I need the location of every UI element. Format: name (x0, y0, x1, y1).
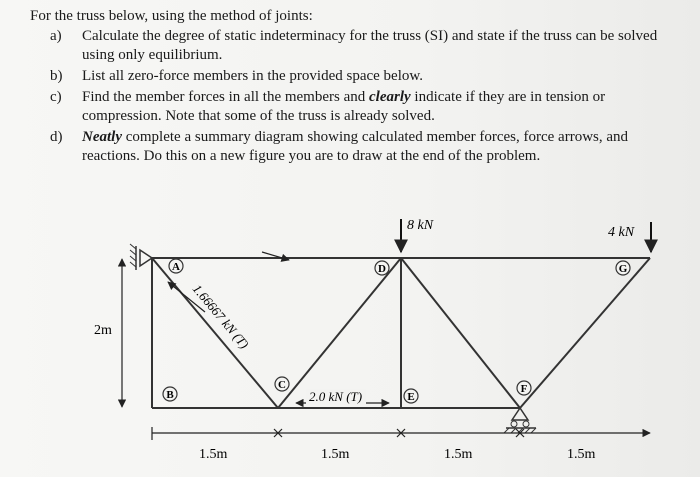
joint-b-label: B (166, 389, 174, 401)
pin-support-a (130, 244, 152, 270)
member-df (401, 258, 520, 408)
joint-d-label: D (378, 263, 386, 275)
load-4kn-label: 4 kN (608, 225, 635, 240)
joint-e-label: E (407, 391, 415, 403)
part-c-label: c) (50, 89, 62, 105)
part-a-label: a) (50, 28, 62, 44)
load-8kn (401, 218, 434, 252)
joint-a (169, 259, 183, 273)
joint-d (375, 261, 389, 275)
joint-b (163, 387, 177, 401)
span-label-3: 1.5m (444, 447, 473, 462)
joint-a-label: A (172, 261, 180, 273)
joint-e (404, 389, 418, 403)
member-ac (152, 258, 278, 408)
problem-intro: For the truss below, using the method of joints: (30, 8, 313, 24)
member-cd (278, 258, 401, 408)
part-c-text-post: indicate if they are in tension or compression. Note that some of the truss is already solved. (82, 89, 606, 124)
span-label-4: 1.5m (567, 447, 596, 462)
joint-g-label: G (618, 263, 628, 275)
part-a-text: Calculate the degree of static indeterminacy for the truss (SI) and state if the truss can be solved using only equilibrium. (82, 28, 658, 63)
part-d-label: d) (50, 129, 63, 145)
member-fg (520, 258, 650, 408)
part-d-emphasis: Neatly (82, 129, 122, 145)
height-dimension (94, 259, 122, 407)
height-label: 2m (94, 323, 112, 338)
force-ac-label: 1.66667 kN (T) (189, 281, 253, 352)
force-ce-label: 2.0 kN (T) (309, 389, 363, 404)
joint-c (275, 377, 289, 391)
force-ac (168, 281, 252, 351)
load-8kn-label: 8 kN (407, 218, 434, 233)
joint-c-label: C (278, 379, 286, 391)
part-c-text-pre: Find the member forces in all the members and (82, 89, 369, 105)
load-4kn (608, 222, 651, 252)
part-b-text: List all zero-force members in the provided space below. (82, 68, 423, 84)
part-d-text-post: complete a summary diagram showing calculated member forces, force arrows, and reactions. Do this on a new figure you are to draw at the end of the problem. (82, 129, 629, 164)
part-b-label: b) (50, 68, 63, 84)
span-label-1: 1.5m (199, 447, 228, 462)
span-dimension (152, 427, 650, 440)
force-ce (296, 389, 389, 405)
joint-f-label: F (520, 383, 528, 395)
joint-g (616, 261, 630, 275)
part-c-emphasis: clearly (369, 89, 411, 105)
span-label-2: 1.5m (321, 447, 350, 462)
roller-support-f (504, 408, 536, 433)
span-labels (199, 447, 596, 462)
joint-f (517, 381, 531, 395)
